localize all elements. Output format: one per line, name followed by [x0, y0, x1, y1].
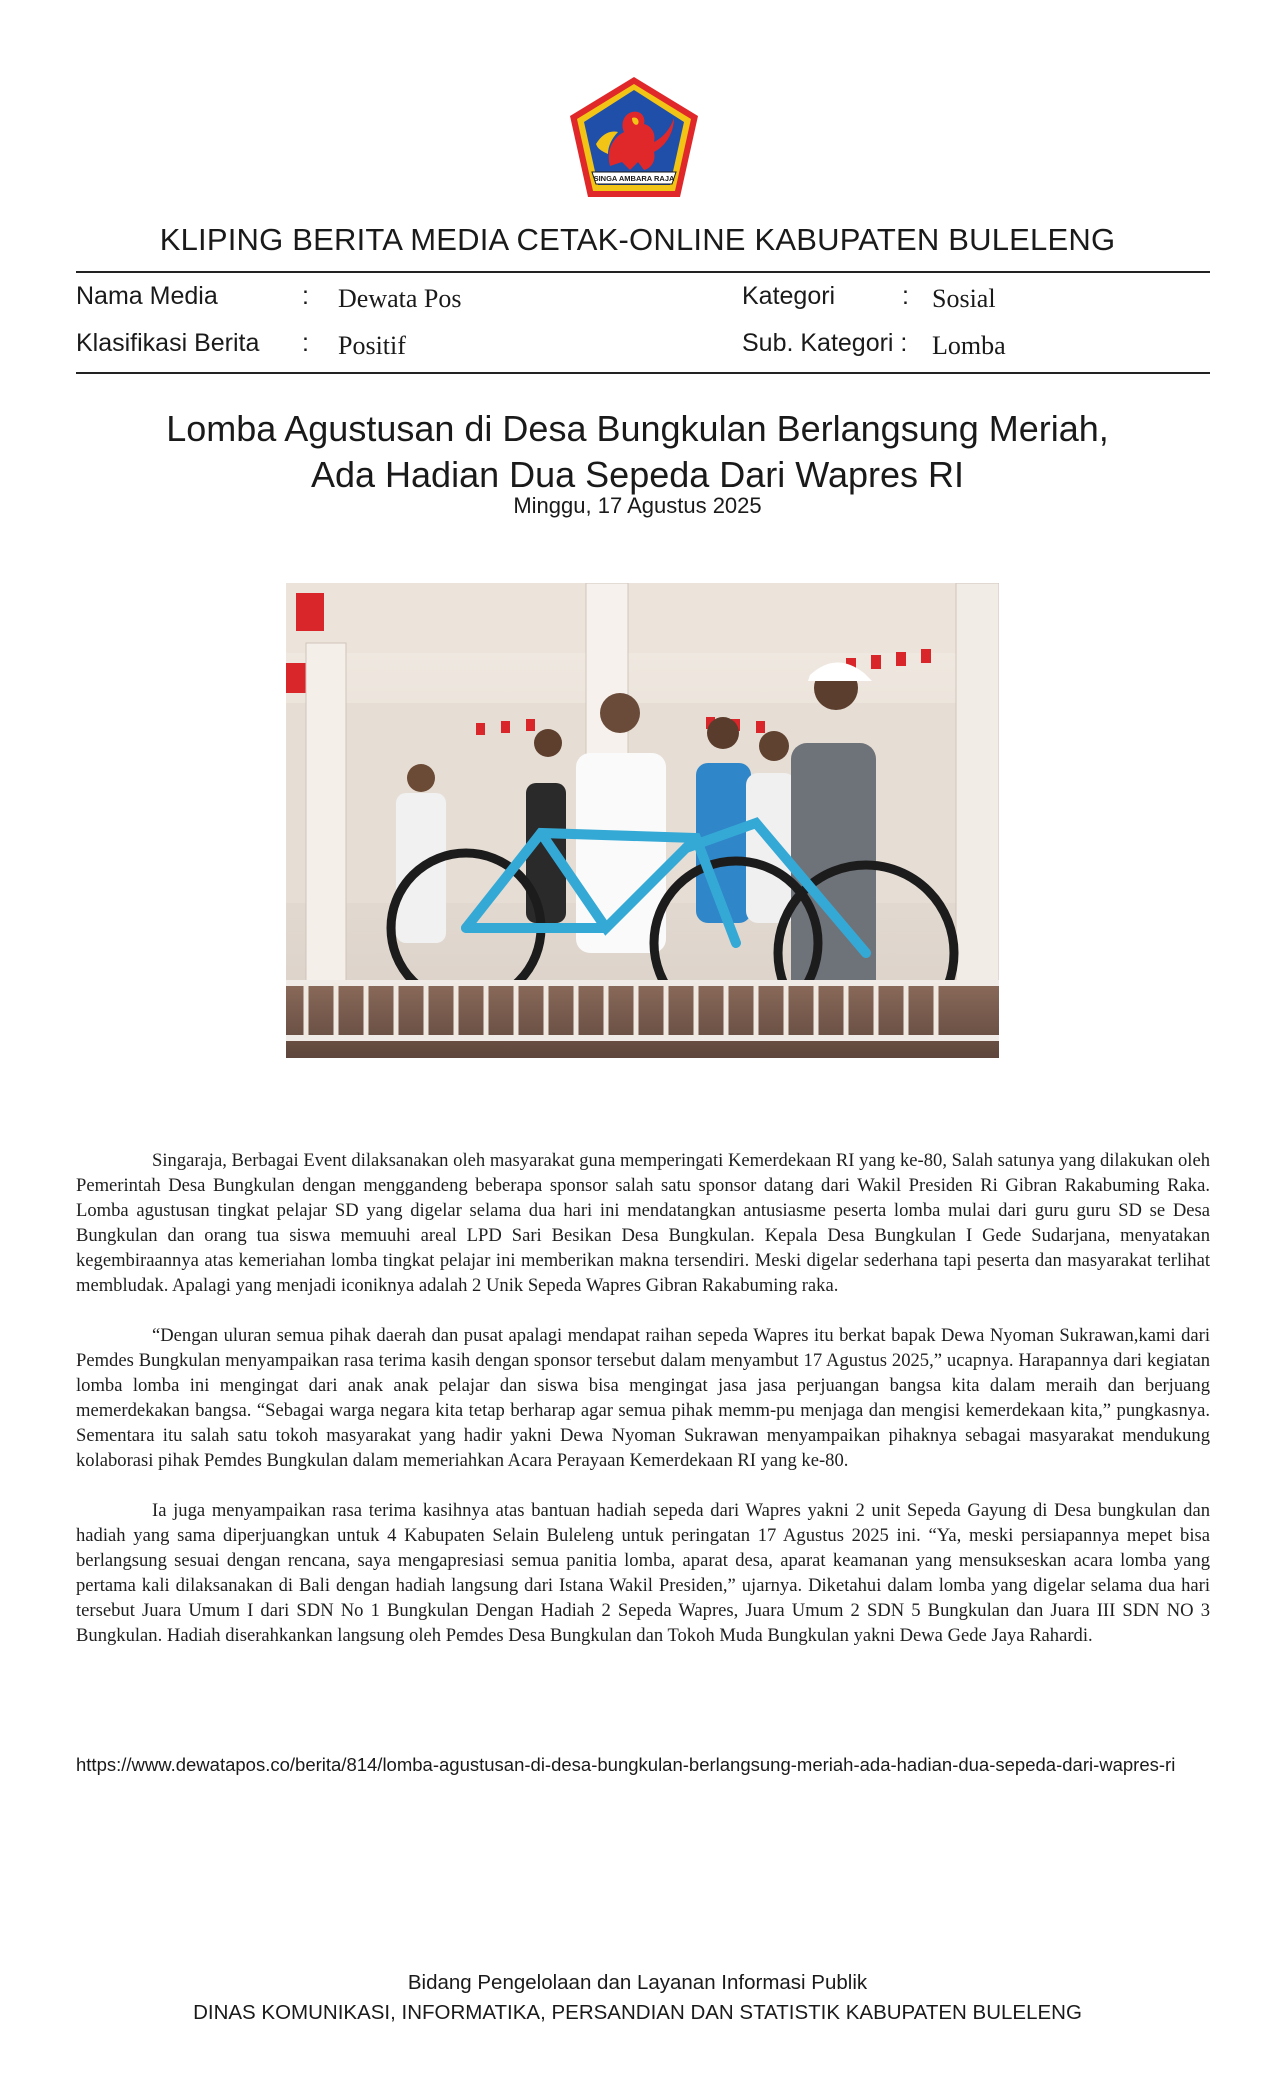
header-divider-top — [76, 271, 1210, 273]
logo-motto-text: SINGA AMBARA RAJA — [593, 174, 675, 183]
article-photo — [286, 583, 999, 1058]
buleleng-crest-logo — [566, 74, 702, 200]
article-paragraph-3: Ia juga menyampaikan rasa terima kasihnya atas bantuan hadiah sepeda dari Wapres yakni 2 unit Sepeda Gayung di Desa bungkulan dan hadiah yang sama diperjuangkan untuk 4 Kabupaten Selain Buleleng untuk peringatan 17 Agustus 2025 ini. “Ya, meski persiapannya mepet bisa berlangsung sesuai dengan rencana, saya mengapresiasi semua panitia lomba, aparat desa, aparat keamanan yang mensukseskan acara lomba yang pertama kali dilaksanakan di Bali dengan hadiah langsung dari Istana Wakil Presiden,” ujarnya. Diketahui dalam lomba yang digelar selama dua hari tersebut Juara Umum I dari SDN No 1 Bungkulan Dengan Hadiah 2 Sepeda Wapres, Juara Umum 2 SDN 5 Bungkulan dan Juara III SDN NO 3 Bungkulan. Hadiah diserahkankan langsung oleh Pemdes Desa Bungkulan dan Tokoh Muda Bungkulan yakni Dewa Gede Jaya Rahardi. — [76, 1500, 1210, 1646]
article-body — [76, 1148, 1210, 1673]
klasifikasi-value: Positif — [338, 331, 406, 360]
media-label: Nama Media — [76, 282, 218, 310]
article-title — [0, 406, 1275, 498]
subkategori-value: Lomba — [932, 331, 1006, 360]
subkategori-label: Sub. Kategori : — [742, 329, 908, 357]
article-title-line-1: Lomba Agustusan di Desa Bungkulan Berlangsung Meriah, — [166, 408, 1109, 449]
klasifikasi-colon: : — [302, 329, 309, 357]
footer-line-2: DINAS KOMUNIKASI, INFORMATIKA, PERSANDIAN DAN STATISTIK KABUPATEN BULELENG — [193, 2001, 1082, 2024]
media-value: Dewata Pos — [338, 284, 462, 313]
kategori-value: Sosial — [932, 284, 996, 313]
klasifikasi-label: Klasifikasi Berita — [76, 329, 260, 357]
article-date: Minggu, 17 Agustus 2025 — [513, 493, 762, 518]
footer-line-1: Bidang Pengelolaan dan Layanan Informasi Publik — [407, 1971, 868, 1994]
page-footer — [0, 1968, 1275, 2028]
article-title-line-2: Ada Hadian Dua Sepeda Dari Wapres RI — [310, 454, 964, 495]
media-colon: : — [302, 282, 309, 310]
header-divider-bottom — [76, 372, 1210, 374]
article-paragraph-2: “Dengan uluran semua pihak daerah dan pusat apalagi mendapat raihan sepeda Wapres itu berkat bapak Dewa Nyoman Sukrawan,kami dari Pemdes Bungkulan menyampaikan rasa terima kasih dengan sponsor tersebut dalam menyambut 17 Agustus 2025,” ucapnya. Harapannya dari kegiatan lomba lomba ini mengingat dari anak anak pelajar dan siswa bisa mengingat jasa jasa perjuangan bangsa kita dalam meraih dan berjuang memerdekakan bangsa. “Sebagai warga negara kita tetap berharap agar semua pihak memm-pu menjaga dan mengisi kemerdekaan kita,” pungkasnya. Sementara itu salah satu tokoh masyarakat yang hadir yakni Dewa Nyoman Sukrawan menyampaikan pihaknya sebagai masyarakat mendukung kolaborasi pihak Pemdes Bungkulan dalam memeriahkan Acara Perayaan Kemerdekaan RI yang ke-80. — [76, 1325, 1210, 1471]
kategori-label: Kategori — [742, 282, 836, 310]
article-paragraph-1: Singaraja, Berbagai Event dilaksanakan oleh masyarakat guna memperingati Kemerdekaan RI yang ke-80, Salah satunya yang dilakukan oleh Pemerintah Desa Bungkulan dengan menggandeng beberapa sponsor salah satu sponsor datang dari Wakil Presiden Ri Gibran Rakabuming Raka. Lomba agustusan tingkat pelajar SD yang digelar selama dua hari ini mendatangkan antusiasme peserta lomba mulai dari guru guru SD se Desa Bungkulan dan orang tua siswa memuuhi areal LPD Sari Besikan Desa Bungkulan. Kepala Desa Bungkulan I Gede Sudarjana, menyatakan kegembiraannya atas kemeriahan lomba tingkat pelajar ini memberikan makna tersendiri. Meski digelar sederhana tapi peserta dan masyarakat terlihat membludak. Apalagi yang menjadi iconiknya adalah 2 Unik Sepeda Wapres Gibran Rakabuming raka. — [76, 1150, 1210, 1296]
clipping-header-title: KLIPING BERITA MEDIA CETAK-ONLINE KABUPATEN BULELENG — [159, 222, 1116, 257]
source-url-link[interactable]: https://www.dewatapos.co/berita/814/lomba-agustusan-di-desa-bungkulan-berlangsung-meriah-ada-hadian-dua-sepeda-dari-wapres-ri — [76, 1754, 1176, 1775]
kategori-colon: : — [902, 282, 909, 310]
